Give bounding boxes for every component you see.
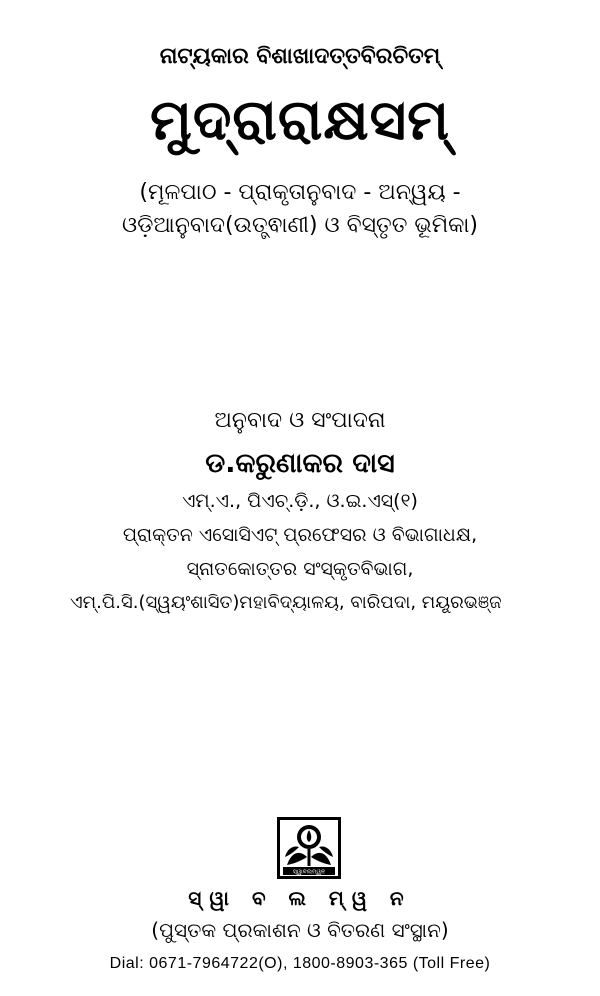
contact-phone: Dial: 0671-7964722(O), 1800-8903-365 (Toll Free)	[109, 955, 491, 972]
author-attribution: ନାଟ୍ୟକାର ବିଶାଖାଦତ୍ତବିରଚିତମ୍	[159, 44, 441, 69]
publisher-emblem-icon	[277, 817, 341, 879]
logo-text: ସ୍ୱାବଲମ୍ୱନ	[292, 868, 326, 876]
publisher-description: (ପୁସ୍ତକ ପ୍ରକାଶନ ଓ ବିତରଣ ସଂସ୍ଥାନ)	[151, 918, 449, 942]
author-name: ଡ.କରୁଣାକର ଦାସ	[205, 448, 395, 479]
author-department: ସ୍ନାତକୋତ୍ତର ସଂସ୍କୃତବିଭାଗ,	[186, 558, 414, 580]
author-degrees: ଏମ୍.ଏ., ପିଏଚ୍.ଡ଼ି., ଓ.ଇ.ଏସ୍(୧)	[182, 490, 418, 512]
description-line-2: ଓଡ଼ିଆନୁବାଦ(ଉତ୍ତ୍ଵାଣୀ) ଓ ବିସ୍ତୃତ ଭୂମିକା)	[121, 213, 479, 238]
translator-role: ଅନୁବାଦ ଓ ସଂପାଦନା	[214, 408, 386, 433]
author-college: ଏମ୍.ପି.ସି.(ସ୍ୱୟଂଶାସିତ)ମହାବିଦ୍ୟାଳୟ, ବାରିପଦା, ମୟୂରଭଞ୍ଜ	[70, 592, 502, 613]
book-title: ମୁଦ୍ରାରାକ୍ଷସମ୍	[149, 88, 451, 153]
publisher-name: ସ୍ୱା ବ ଲ ମ୍ୱ ନ	[188, 886, 412, 910]
description-line-1: (ମୂଳପାଠ - ପ୍ରାକୃତାନୁବାଦ - ଅନ୍ୱୟ -	[139, 180, 461, 205]
author-position: ପ୍ରାକ୍ତନ ଏସୋସିଏଟ୍ ପ୍ରଫେସର ଓ ବିଭାଗାଧକ୍ଷ,	[122, 524, 478, 546]
